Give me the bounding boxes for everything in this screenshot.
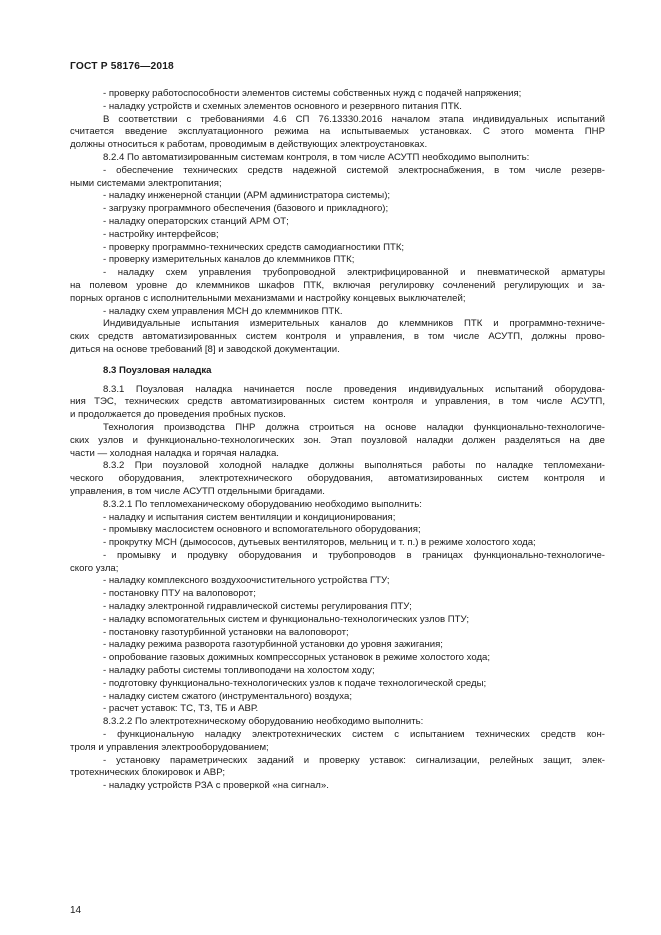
list-item: - наладку схем управления МСН до клеммников ПТК.: [103, 305, 343, 317]
text-line: 8.3.2 При поузловой холодной наладке должны выполняться работы по наладке тепломехани-: [103, 460, 605, 472]
list-item: - наладку устройств РЗА с проверкой «на сигнал».: [103, 780, 329, 792]
list-item: - постановку ПТУ на валоповорот;: [103, 588, 256, 600]
list-item: - функциональную наладку электротехнических систем с испытанием технических средств кон-: [103, 729, 605, 741]
list-item: - расчет уставок: ТС, ТЗ, ТБ и АВР.: [103, 703, 259, 715]
list-item: - наладку электронной гидравлической системы регулирования ПТУ;: [103, 601, 412, 613]
list-item: - прокрутку МСН (дымососов, дутьевых вентиляторов, мельниц и т. п.) в режиме холостого хода;: [103, 537, 536, 549]
list-item: - наладку инженерной станции (АРМ администратора системы);: [103, 190, 391, 202]
list-item: - промывку маслосистем основного и вспомогательного оборудования;: [103, 524, 421, 536]
text-line: ских средств автоматизированных систем контроля и управления, в том числе АСУТП, должны прово-: [70, 331, 605, 343]
text-line: и продолжается до проведения пробных пусков.: [70, 409, 286, 421]
list-item: - проверку программно-технических средств самодиагностики ПТК;: [103, 241, 405, 253]
text-line: троля и управления электрооборудованием;: [70, 741, 269, 753]
text-line: порных органов с исполнительными механизмами и настройку концевых выключателей;: [70, 292, 466, 304]
list-item: - наладку устройств и схемных элементов основного и резервного питания ПТК.: [103, 100, 462, 112]
list-item: - проверку измерительных каналов до клеммников ПТК;: [103, 254, 355, 266]
list-item: - обеспечение технических средств надежной системой электроснабжения, в том числе резерв-: [103, 164, 605, 176]
document-header: ГОСТ Р 58176—2018: [70, 61, 174, 72]
list-item: - наладку схем управления трубопроводной электрифицированной и пневматической арматуры: [103, 267, 605, 279]
list-item: - настройку интерфейсов;: [103, 228, 219, 240]
text-line: Индивидуальные испытания измерительных каналов до клеммников ПТК и программно-техниче-: [103, 318, 605, 330]
text-line: считается введение эксплуатационного режима на испытываемых установках. С этого момента ПНР: [70, 126, 605, 138]
list-item: - подготовку функционально-технологических узлов к подаче технологической среды;: [103, 677, 487, 689]
list-item: - установку параметрических заданий и проверку уставок: сигнализации, релейных защит, элек-: [103, 754, 605, 766]
page-number: 14: [70, 905, 82, 916]
list-item: - проверку работоспособности элементов системы собственных нужд с подачей напряжения;: [103, 88, 522, 99]
text-line: ческого оборудования, электротехнического оборудования, автоматизированных систем контроля и: [70, 473, 605, 485]
list-item: - наладку режима разворота газотурбинной установки до уровня зажигания;: [103, 639, 443, 651]
text-line: В соответствии с требованиями 4.6 СП 76.13330.2016 началом этапа индивидуальных испытаний: [103, 113, 605, 125]
text-line: должны относиться к работам, проводимым в действующих электроустановках.: [70, 139, 428, 151]
text-line: части — холодная наладка и горячая наладка.: [70, 447, 279, 459]
list-item: - постановку газотурбинной установки на валоповорот;: [103, 626, 349, 638]
text-line: ских узлов и функционально-технологических зон. Этап поузловой наладки должен разделяться на две: [70, 434, 605, 446]
text-line: ского узла;: [70, 562, 119, 574]
text-line: 8.2.4 По автоматизированным системам контроля, в том числе АСУТП необходимо выполнить:: [103, 151, 530, 163]
text-line: 8.3.2.1 По тепломеханическому оборудованию необходимо выполнить:: [103, 498, 422, 510]
list-item: - наладку вспомогательных систем и функционально-технологических узлов ПТУ;: [103, 613, 470, 625]
list-item: - наладку комплексного воздухоочистительного устройства ГТУ;: [103, 575, 390, 587]
document-body: [70, 88, 605, 793]
text-line: тротехнических блокировок и АВР;: [70, 767, 226, 779]
text-line: диться на основе требований [8] и заводской документации.: [70, 343, 340, 355]
text-line: 8.3.2.2 По электротехническому оборудованию необходимо выполнить:: [103, 716, 424, 728]
list-item: - наладку систем сжатого (инструментального) воздуха;: [103, 690, 353, 702]
text-line: ния ТЭС, технических средств автоматизированных систем контроля и управления, в том числе АСУТП,: [70, 396, 605, 408]
list-item: - наладку работы системы топливоподачи на холостом ходу;: [103, 665, 375, 677]
list-item: - наладку и испытания систем вентиляции и кондиционирования;: [103, 511, 396, 523]
list-item: - промывку и продувку оборудования и трубопроводов в границах функционально-технологиче-: [103, 549, 605, 561]
text-line: на полевом уровне до клеммников шкафов ПТК, включая регулировку сочленений регулирующих и за-: [70, 279, 605, 291]
list-item: - опробование газовых дожимных компрессорных установок в режиме холостого хода;: [103, 652, 491, 664]
text-line: ными системами электропитания;: [70, 177, 222, 189]
text-line: 8.3.1 Поузловая наладка начинается после проведения индивидуальных испытаний оборудова-: [103, 383, 605, 395]
list-item: - загрузку программного обеспечения (базового и прикладного);: [103, 203, 389, 215]
text-line: Технология производства ПНР должна строиться на основе наладки функционально-технологиче-: [103, 421, 605, 433]
section-heading: 8.3 Поузловая наладка: [103, 364, 212, 376]
text-line: управления, в том числе АСУТП отдельными бригадами.: [70, 485, 325, 497]
list-item: - наладку операторских станций АРМ ОТ;: [103, 215, 289, 227]
